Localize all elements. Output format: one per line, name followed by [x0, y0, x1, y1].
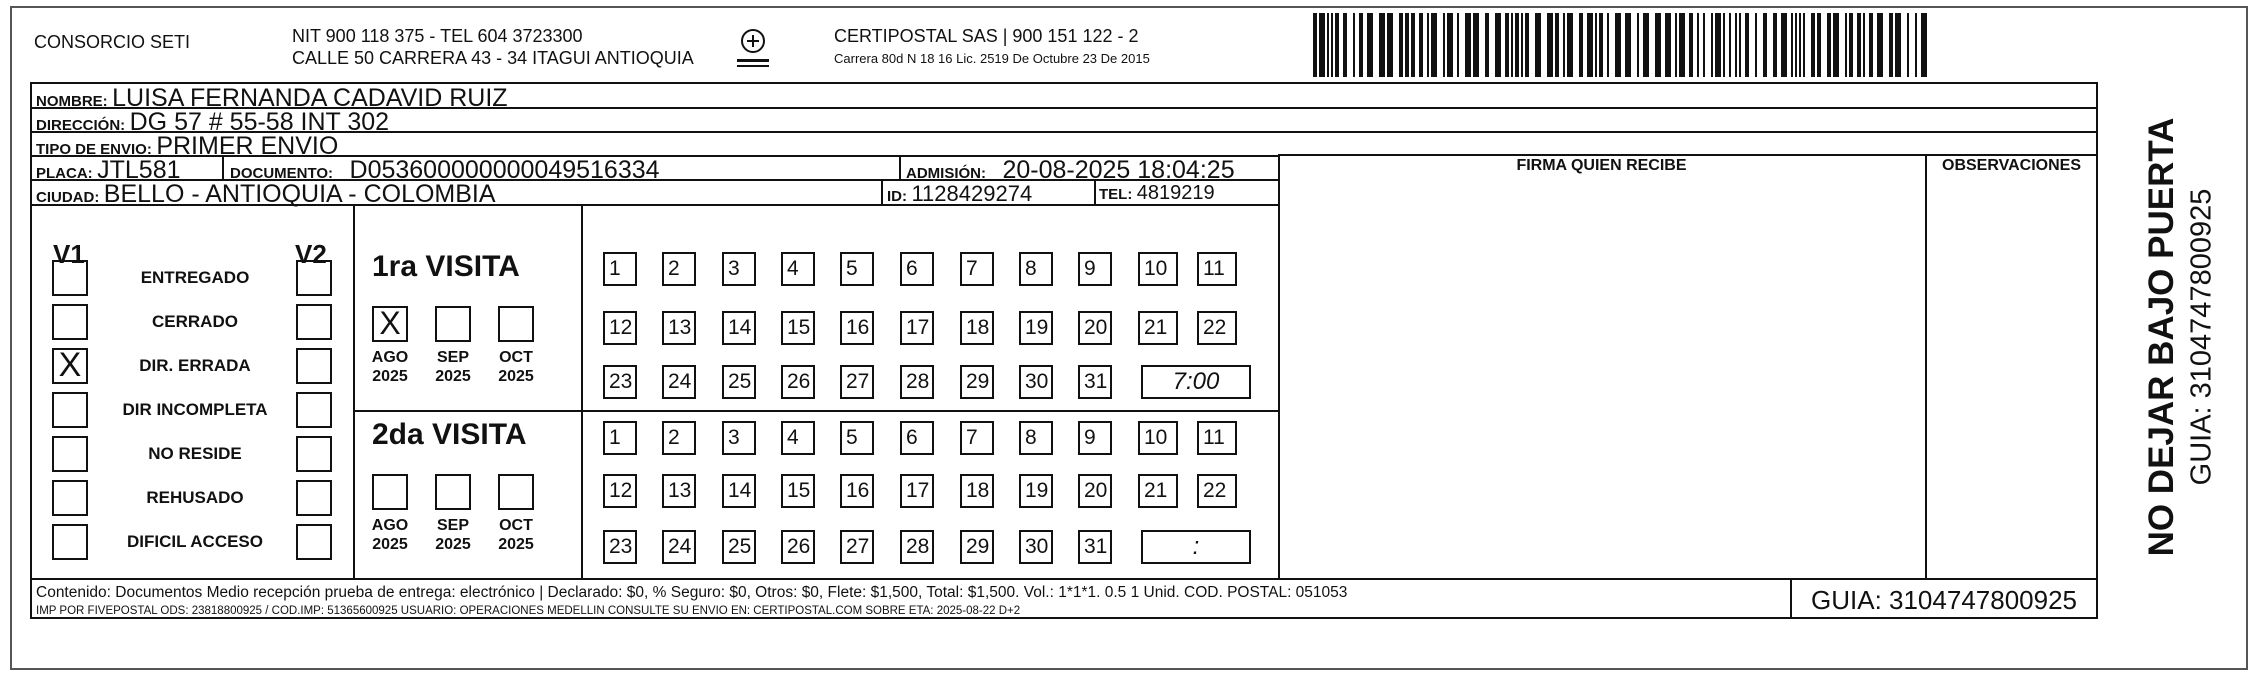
barcode-bar: [1443, 13, 1445, 77]
barcode-bar: [1521, 13, 1523, 77]
day-box[interactable]: 23: [603, 365, 637, 399]
barcode: [1313, 13, 1931, 77]
day-box[interactable]: 22: [1197, 311, 1237, 345]
barcode-bar: [1795, 13, 1797, 77]
barcode-bar: [1547, 13, 1553, 77]
side-guia: GUIA: 3104747800925: [2185, 188, 2218, 486]
firma-area[interactable]: [1280, 180, 1923, 576]
barcode-bar: [1473, 13, 1479, 77]
month-year: 2025: [372, 368, 408, 385]
barcode-bar: [1447, 13, 1453, 77]
reason-label: DIR. ERRADA: [139, 356, 251, 375]
barcode-bar: [1495, 13, 1501, 77]
documento-label: DOCUMENTO:: [230, 165, 334, 182]
day-box[interactable]: 18: [960, 474, 994, 508]
courier-address: Carrera 80d N 18 16 Lic. 2519 De Octubre 23 De 2015: [834, 51, 1150, 66]
day-box[interactable]: 5: [840, 252, 874, 286]
barcode-bar: [1921, 13, 1927, 77]
nombre-value: LUISA FERNANDA CADAVID RUIZ: [112, 84, 508, 112]
month-checkbox[interactable]: [435, 306, 471, 342]
barcode-bar: [1431, 13, 1437, 77]
day-box[interactable]: 9: [1078, 421, 1112, 455]
tipo-label: TIPO DE ENVIO:: [36, 141, 152, 158]
day-box[interactable]: 12: [603, 474, 637, 508]
tel-label: TEL:: [1099, 186, 1133, 203]
barcode-bar: [1505, 13, 1509, 77]
day-box[interactable]: 6: [900, 252, 934, 286]
month-year: 2025: [435, 536, 471, 553]
day-box[interactable]: 23: [603, 530, 637, 564]
v1-header: V1: [53, 239, 85, 269]
barcode-bar: [1399, 13, 1403, 77]
no-dejar-bajo-puerta: NO DEJAR BAJO PUERTA: [2142, 117, 2181, 557]
v2-checkbox[interactable]: [296, 524, 332, 560]
v1-checkbox[interactable]: X: [52, 348, 88, 384]
barcode-bar: [1405, 13, 1409, 77]
day-box[interactable]: 21: [1138, 474, 1178, 508]
day-box[interactable]: 10: [1138, 252, 1178, 286]
v2-checkbox[interactable]: [296, 392, 332, 428]
firma-label: FIRMA QUIEN RECIBE: [1516, 157, 1687, 174]
day-box[interactable]: 26: [781, 365, 815, 399]
day-box[interactable]: 17: [900, 474, 934, 508]
barcode-bar: [1655, 13, 1661, 77]
v1-checkbox[interactable]: [52, 436, 88, 472]
barcode-bar: [1781, 13, 1787, 77]
certipostal-logo: [733, 27, 773, 71]
v1-checkbox[interactable]: [52, 304, 88, 340]
time-box[interactable]: :: [1141, 530, 1251, 564]
barcode-bar: [1587, 13, 1593, 77]
company-nit: NIT 900 118 375 - TEL 604 3723300: [292, 26, 583, 46]
reason-label: DIR INCOMPLETA: [122, 400, 268, 419]
day-box[interactable]: 20: [1078, 474, 1112, 508]
barcode-bar: [1457, 13, 1459, 77]
footer-print-info: IMP POR FIVEPOSTAL ODS: 23818800925 / COD.IMP: 51365600925 USUARIO: OPERACIONES MEDELLIN CONSULTE SU ENVIO EN: CERTIPOSTAL.COM SOBRE ETA: 2025-08-22 D+2: [36, 605, 1021, 617]
barcode-bar: [1729, 13, 1731, 77]
footer-contents: Contenido: Documentos Medio recepción prueba de entrega: electrónico | Declarado: $0, % Seguro: $0, Otros: $0, Flete: $1,500, Total: $1,500. Vol.: 1*1*1. 0.5 1 Unid. COD. POSTAL: 051053: [36, 584, 1348, 601]
barcode-bar: [1567, 13, 1573, 77]
day-box[interactable]: 28: [900, 365, 934, 399]
documento-value: D053600000000049516334: [349, 156, 660, 184]
month-label: SEP: [436, 517, 469, 534]
barcode-bar: [1525, 13, 1529, 77]
month-label: OCT: [499, 349, 533, 366]
v2-checkbox[interactable]: [296, 260, 332, 296]
day-box[interactable]: 11: [1197, 252, 1237, 286]
day-box[interactable]: 25: [722, 365, 756, 399]
admision-value: 20-08-2025 18:04:25: [1002, 156, 1235, 184]
barcode-bar: [1827, 13, 1831, 77]
placa-label: PLACA:: [36, 165, 93, 182]
barcode-bar: [1367, 13, 1373, 77]
day-box[interactable]: 2: [662, 421, 696, 455]
barcode-bar: [1599, 13, 1603, 77]
v2-checkbox[interactable]: [296, 304, 332, 340]
day-box[interactable]: 15: [781, 311, 815, 345]
day-box[interactable]: 30: [1019, 365, 1053, 399]
day-box[interactable]: 8: [1019, 252, 1053, 286]
month-checkbox[interactable]: [435, 474, 471, 510]
barcode-bar: [1387, 13, 1393, 77]
day-box[interactable]: 16: [840, 311, 874, 345]
day-box[interactable]: 11: [1197, 421, 1237, 455]
day-box[interactable]: 1: [603, 421, 637, 455]
day-box[interactable]: 13: [662, 474, 696, 508]
barcode-bar: [1715, 13, 1721, 77]
time-box[interactable]: 7:00: [1141, 365, 1251, 399]
barcode-bar: [1319, 13, 1325, 77]
v2-header: V2: [295, 239, 327, 269]
month-label: OCT: [499, 517, 533, 534]
day-box[interactable]: 20: [1078, 311, 1112, 345]
barcode-bar: [1863, 13, 1865, 77]
barcode-bar: [1739, 13, 1741, 77]
barcode-bar: [1763, 13, 1767, 77]
barcode-bar: [1595, 13, 1597, 77]
day-box[interactable]: 4: [781, 252, 815, 286]
barcode-bar: [1857, 13, 1861, 77]
barcode-bar: [1703, 13, 1705, 77]
day-box[interactable]: 6: [900, 421, 934, 455]
day-box[interactable]: 29: [960, 365, 994, 399]
barcode-bar: [1755, 13, 1757, 77]
placa-value: JTL581: [97, 156, 181, 184]
v1-checkbox[interactable]: [52, 480, 88, 516]
barcode-bar: [1579, 13, 1583, 77]
day-box[interactable]: 15: [781, 474, 815, 508]
nombre-label: NOMBRE:: [36, 93, 108, 110]
day-box[interactable]: 28: [900, 530, 934, 564]
barcode-bar: [1869, 13, 1873, 77]
day-box[interactable]: 27: [840, 530, 874, 564]
reason-label: NO RESIDE: [148, 444, 242, 463]
barcode-bar: [1711, 13, 1713, 77]
barcode-bar: [1607, 13, 1609, 77]
visit2-title: 2da VISITA: [372, 418, 527, 451]
day-box[interactable]: 18: [960, 311, 994, 345]
direccion-label: DIRECCIÓN:: [36, 117, 126, 134]
barcode-bar: [1889, 13, 1893, 77]
day-box[interactable]: 3: [722, 421, 756, 455]
day-box[interactable]: 25: [722, 530, 756, 564]
day-box[interactable]: 5: [840, 421, 874, 455]
barcode-bar: [1615, 13, 1621, 77]
day-box[interactable]: 17: [900, 311, 934, 345]
id-cell: [887, 181, 1032, 207]
day-box[interactable]: 12: [603, 311, 637, 345]
barcode-bar: [1675, 13, 1677, 77]
v2-checkbox[interactable]: [296, 348, 332, 384]
ciudad-label: CIUDAD:: [36, 189, 100, 206]
day-box[interactable]: 30: [1019, 530, 1053, 564]
day-box[interactable]: 26: [781, 530, 815, 564]
footer-guia: GUIA: 3104747800925: [1811, 585, 2077, 615]
day-box[interactable]: 29: [960, 530, 994, 564]
barcode-bar: [1359, 13, 1363, 77]
barcode-bar: [1877, 13, 1883, 77]
v1-checkbox[interactable]: [52, 260, 88, 296]
day-box[interactable]: 14: [722, 311, 756, 345]
barcode-bar: [1723, 13, 1725, 77]
observaciones-label: OBSERVACIONES: [1942, 157, 2081, 174]
day-box[interactable]: 9: [1078, 252, 1112, 286]
barcode-bar: [1625, 13, 1631, 77]
month-label: SEP: [436, 349, 469, 366]
barcode-bar: [1511, 13, 1513, 77]
v1-checkbox[interactable]: [52, 392, 88, 428]
barcode-bar: [1343, 13, 1347, 77]
month-label: AGO: [371, 349, 409, 366]
ciudad-cell: [36, 180, 496, 209]
barcode-bar: [1419, 13, 1423, 77]
barcode-bar: [1817, 13, 1821, 77]
barcode-bar: [1907, 13, 1909, 77]
day-box[interactable]: 22: [1197, 474, 1237, 508]
barcode-bar: [1327, 13, 1329, 77]
barcode-bar: [1773, 13, 1777, 77]
v2-checkbox[interactable]: [296, 480, 332, 516]
barcode-bar: [1335, 13, 1339, 77]
v2-checkbox[interactable]: [296, 436, 332, 472]
company-name: CONSORCIO SETI: [34, 32, 191, 52]
month-year: 2025: [498, 368, 534, 385]
barcode-bar: [1535, 13, 1541, 77]
day-box[interactable]: 21: [1138, 311, 1178, 345]
courier-name: CERTIPOSTAL SAS | 900 151 122 - 2: [834, 26, 1139, 46]
day-box[interactable]: 19: [1019, 474, 1053, 508]
barcode-bar: [1637, 13, 1639, 77]
barcode-bar: [1833, 13, 1839, 77]
observaciones-area[interactable]: [1927, 180, 2096, 576]
reason-label: CERRADO: [152, 312, 238, 331]
day-box[interactable]: 19: [1019, 311, 1053, 345]
barcode-bar: [1563, 13, 1565, 77]
reason-label: DIFICIL ACCESO: [126, 532, 263, 551]
day-box[interactable]: 16: [840, 474, 874, 508]
barcode-bar: [1791, 13, 1793, 77]
barcode-bar: [1689, 13, 1693, 77]
tel-cell: [1099, 182, 1215, 205]
barcode-bar: [1313, 13, 1317, 77]
month-checkbox[interactable]: [372, 474, 408, 510]
ciudad-value: BELLO - ANTIOQUIA - COLOMBIA: [103, 180, 496, 208]
barcode-bar: [1849, 13, 1853, 77]
barcode-bar: [1845, 13, 1847, 77]
barcode-bar: [1915, 13, 1917, 77]
barcode-bar: [1331, 13, 1333, 77]
barcode-bar: [1379, 13, 1385, 77]
month-year: 2025: [435, 368, 471, 385]
reason-label: ENTREGADO: [140, 268, 250, 287]
reason-label: REHUSADO: [146, 488, 244, 507]
barcode-bar: [1485, 13, 1489, 77]
barcode-bar: [1697, 13, 1699, 77]
barcode-bar: [1665, 13, 1671, 77]
day-box[interactable]: 31: [1078, 365, 1112, 399]
day-box[interactable]: 8: [1019, 421, 1053, 455]
day-box[interactable]: 4: [781, 421, 815, 455]
month-checkbox[interactable]: [498, 306, 534, 342]
barcode-bar: [1353, 13, 1355, 77]
month-label: AGO: [371, 517, 409, 534]
visit1-title: 1ra VISITA: [372, 250, 520, 283]
barcode-bar: [1803, 13, 1805, 77]
day-box[interactable]: 7: [960, 252, 994, 286]
day-box[interactable]: 3: [722, 252, 756, 286]
v1-checkbox[interactable]: [52, 524, 88, 560]
barcode-bar: [1643, 13, 1649, 77]
month-year: 2025: [498, 536, 534, 553]
barcode-bar: [1411, 13, 1415, 77]
barcode-bar: [1895, 13, 1901, 77]
tipo-value: PRIMER ENVIO: [156, 132, 339, 160]
barcode-bar: [1515, 13, 1519, 77]
id-label: ID:: [887, 188, 907, 205]
barcode-bar: [1745, 13, 1749, 77]
barcode-bar: [1799, 13, 1801, 77]
day-box[interactable]: 2: [662, 252, 696, 286]
day-box[interactable]: 10: [1138, 421, 1178, 455]
barcode-bar: [1427, 13, 1429, 77]
day-box[interactable]: 1: [603, 252, 637, 286]
day-box[interactable]: 13: [662, 311, 696, 345]
admision-label: ADMISIÓN:: [906, 165, 986, 182]
barcode-bar: [1811, 13, 1815, 77]
day-box[interactable]: 31: [1078, 530, 1112, 564]
month-year: 2025: [372, 536, 408, 553]
barcode-bar: [1465, 13, 1471, 77]
company-address: CALLE 50 CARRERA 43 - 34 ITAGUI ANTIOQUIA: [292, 48, 694, 68]
tel-value: 4819219: [1136, 182, 1215, 204]
barcode-bar: [1555, 13, 1559, 77]
direccion-value: DG 57 # 55-58 INT 302: [129, 108, 390, 136]
barcode-bar: [1679, 13, 1685, 77]
day-box[interactable]: 7: [960, 421, 994, 455]
month-checkbox[interactable]: [498, 474, 534, 510]
day-box[interactable]: 27: [840, 365, 874, 399]
id-value: 1128429274: [911, 181, 1033, 206]
day-box[interactable]: 24: [662, 530, 696, 564]
day-box[interactable]: 24: [662, 365, 696, 399]
day-box[interactable]: 14: [722, 474, 756, 508]
barcode-bar: [1735, 13, 1737, 77]
month-checkbox[interactable]: X: [372, 306, 408, 342]
